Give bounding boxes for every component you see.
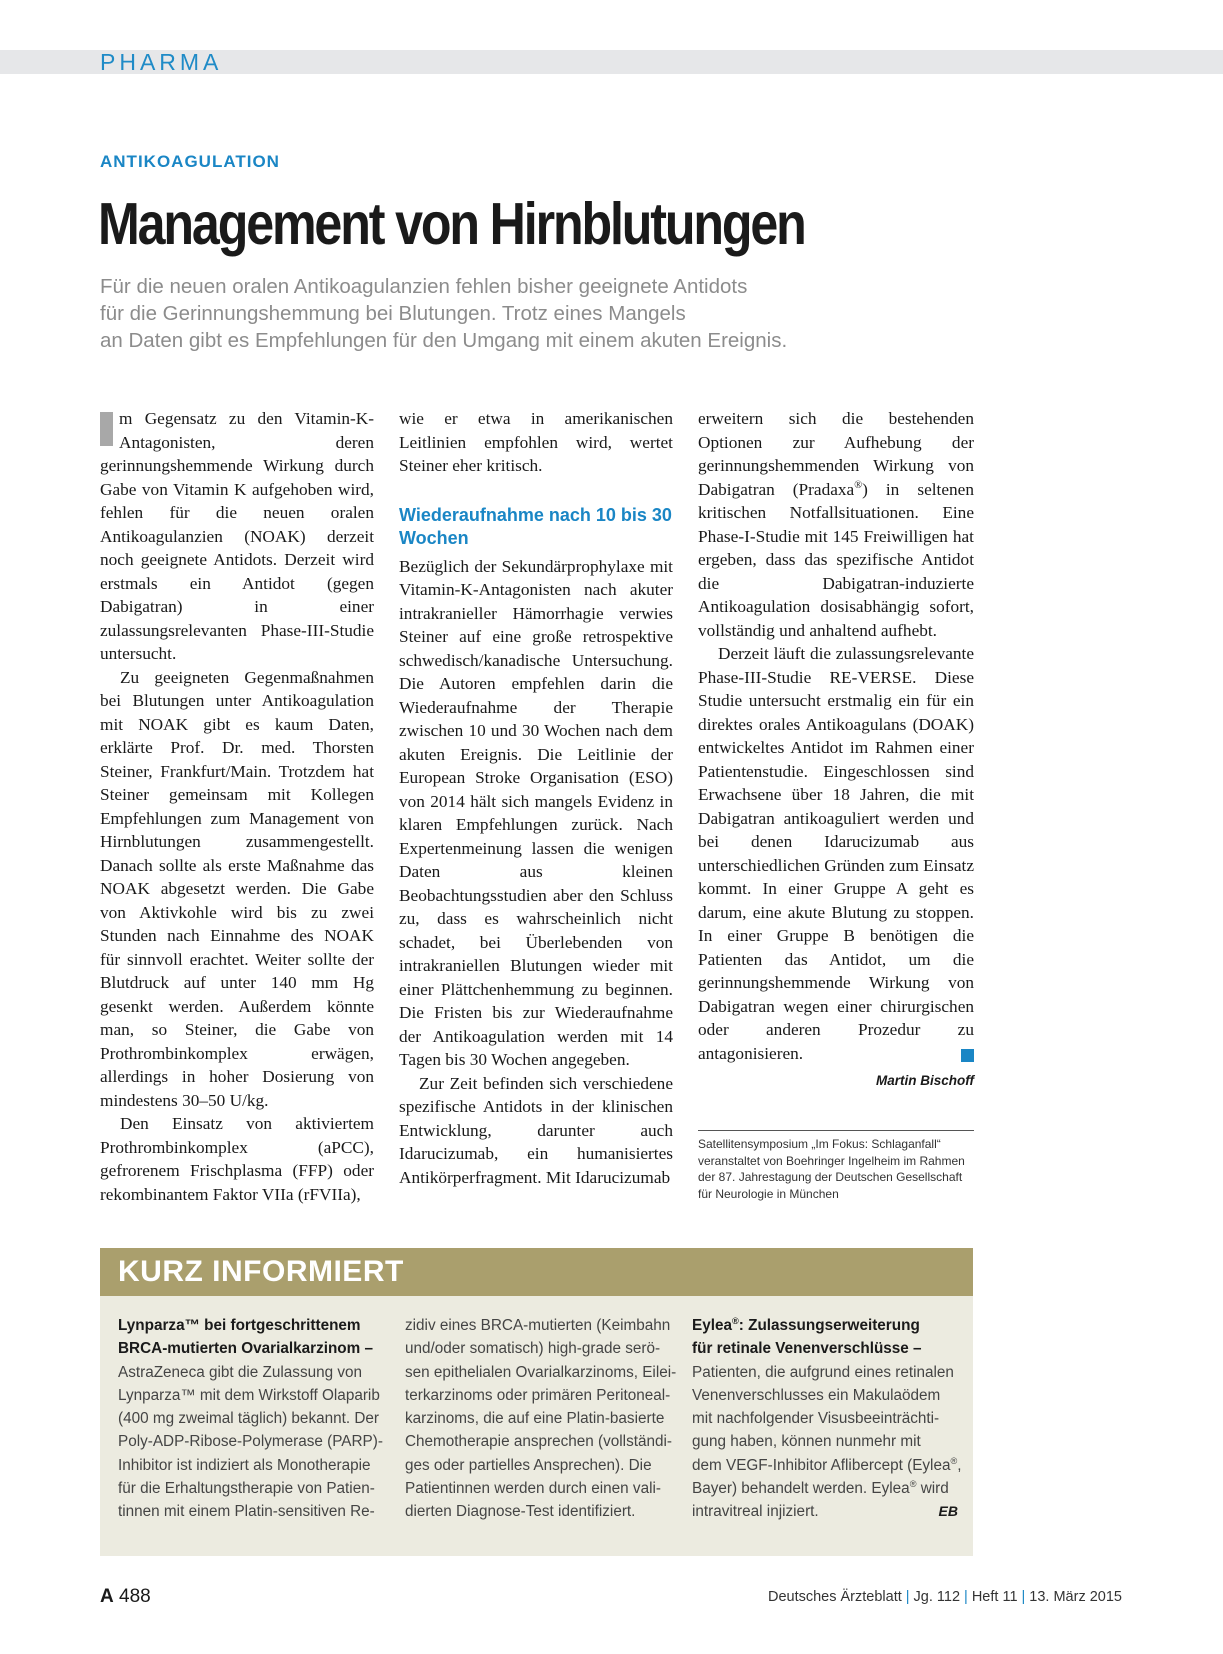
article-paragraph: m Gegensatz zu den Vitamin-K-Antagonisten, deren gerinnungshemmende Wirkung durch Gabe von Vitamin K aufgehoben wird, fehlen für die neuen oralen Antikoagulanzien (NOAK) derzeit noch geeignete Antidots. Derzeit wird erstmals ein Antidot (gegen Dabigatran) in einer zulassungsrelevanten Phase-III-Studie untersucht. <box>100 409 374 663</box>
kurz-text-line: zidiv eines BRCA-mutierten (Keimbahn <box>405 1317 671 1334</box>
kurz-text-line: ges oder partielles Ansprechen). Die <box>405 1456 652 1474</box>
kurz-text-line: tinnen mit einem Platin-sensitiven Re- <box>118 1503 375 1521</box>
kurz-text-line: Inhibitor ist indiziert als Monotherapie <box>118 1456 371 1474</box>
kurz-text-line: Chemotherapie ansprechen (vollständi- <box>405 1433 672 1451</box>
article-paragraph: Derzeit läuft die zulassungsrelevante Phase-III-Studie RE-VERSE. Diese Studie untersucht erstmalig ein für ein direktes orales Antikoagulans (DOAK) entwickeltes Antidot im Rahmen einer Patientenstudie. Eingeschlossen sind Erwachsene über 18 Jahren, die mit Dabigatran antikoaguliert werden und bei denen Idarucizumab aus unterschiedlichen Gründen zum Einsatz kommt. In einer Gruppe A geht es darum, eine akute Blutung zu stoppen. In einer Gruppe B benötigen die Patienten das Antidot, um die gerinnungshemmende Wirkung von Dabigatran wegen einer chirurgischen oder anderen Prozedur zu antagonisieren. <box>698 644 974 1063</box>
article-column-1 <box>100 407 374 1206</box>
source-divider <box>698 1130 974 1131</box>
kurz-column-3 <box>692 1314 962 1524</box>
kurz-heading-line: BRCA-mutierten Ovarialkarzinom – <box>118 1340 374 1358</box>
issue-date: 13. März 2015 <box>1029 1589 1122 1605</box>
journal-name: Deutsches Ärzteblatt <box>767 1589 902 1605</box>
separator: | <box>964 1589 968 1605</box>
end-marker-icon <box>961 1049 974 1062</box>
kurz-heading-line: Eylea®: Zulassungserweiterung <box>692 1315 920 1334</box>
kurz-heading-line: für retinale Venenverschlüsse – <box>692 1340 922 1358</box>
article-paragraph: erweitern sich die bestehenden Optionen zur Aufhebung der gerinnungshemmenden Wirkung von Dabigatran (Pradaxa®) in seltenen kritischen Notfallsituationen. Eine Phase-I-Studie mit 145 Freiwilligen hat ergeben, dass das spezifische Antidot die Dabigatran-induzierte Antikoagulation dosisabhängig sofort, vollständig und anhaltend aufhebt. <box>698 409 974 640</box>
section-label: PHARMA <box>100 49 223 75</box>
article-author: Martin Bischoff <box>875 1073 974 1088</box>
article-lead <box>100 273 920 354</box>
kurz-text-line: mit nachfolgender Visusbeeinträchti- <box>692 1410 940 1428</box>
lead-line: an Daten gibt es Empfehlungen für den Umgang mit einem akuten Ereignis. <box>100 329 788 352</box>
kurz-text-line: Patientinnen werden durch einen vali- <box>405 1480 661 1498</box>
kurz-text-line: dierten Diagnose-Test identifiziert. <box>405 1503 636 1521</box>
separator: | <box>1021 1589 1026 1605</box>
article-paragraph: Den Einsatz von aktiviertem Prothrombinkomplex (aPCC), gefrorenem Frischplasma (FFP) oder rekombinantem Faktor VIIa (rFVIIa), <box>100 1114 374 1204</box>
kurz-text-line: und/oder somatisch) high-grade serö- <box>405 1340 661 1358</box>
kurz-column-2 <box>405 1314 680 1524</box>
article-paragraph: Bezüglich der Sekundärprophylaxe mit Vitamin-K-Antagonisten nach akuter intrakranieller Hämorrhagie verwies Steiner auf eine große retrospektive schwedisch/kanadische Untersuchung. Die Autoren empfehlen darin die Wiederaufnahme der Therapie zwischen 10 und 30 Wochen nach dem akuten Ereignis. Die Leitlinie der European Stroke Organisation (ESO) von 2014 hält sich mangels Evidenz in klaren Empfehlungen zurück. Nach Expertenmeinung lassen die wenigen Daten aus kleinen Beobachtungsstudien aber den Schluss zu, dass es wahrscheinlich nicht schadet, bei Überlebenden von intrakraniellen Blutungen wieder mit einer Plättchenhemmung zu beginnen. Die Fristen bis zur Wiederaufnahme der Antikoagulation werden mit 14 Tagen bis 30 Wochen angegeben. <box>399 556 673 1069</box>
kurz-text-line: Venenverschlusses ein Makulaödem <box>692 1386 941 1404</box>
lead-line: für die Gerinnungshemmung bei Blutungen. Trotz eines Mangels <box>100 302 686 325</box>
kurz-text-line: Poly-ADP-Ribose-Polymerase (PARP)- <box>118 1433 383 1451</box>
article-kicker: ANTIKOAGULATION <box>100 152 280 171</box>
kurz-text-line: gung haben, können nunmehr mit <box>692 1433 921 1451</box>
article-paragraph: Zur Zeit befinden sich verschiedene spezifische Antidots in der klinischen Entwicklung, darunter auch Idarucizumab, ein humanisiertes Antikörperfragment. Mit Idarucizumab <box>399 1073 673 1187</box>
kurz-heading-line: Lynparza™ bei fortgeschrittenem <box>118 1317 361 1334</box>
page-number: A 488 <box>100 1586 151 1607</box>
lead-line: Für die neuen oralen Antikoagulanzien fehlen bisher geeignete Antidots <box>100 275 748 298</box>
kurz-text-line: sen epithelialen Ovarialkarzinoms, Eilei- <box>405 1363 677 1381</box>
kurz-text-line: Bayer) behandelt werden. Eylea® wird <box>692 1478 949 1498</box>
kurz-text-line: karzinoms, die auf eine Platin-basierte <box>405 1410 665 1428</box>
journal-volume: Jg. 112 <box>913 1589 961 1605</box>
kurz-text-line: Patienten, die aufgrund eines retinalen <box>692 1363 954 1381</box>
kurz-column-1 <box>118 1314 388 1524</box>
kurz-text-line: terkarzinoms oder primären Peritoneal- <box>405 1386 671 1404</box>
kurz-informiert-title: KURZ INFORMIERT <box>118 1255 404 1288</box>
kurz-text-line: (400 mg zweimal täglich) bekannt. Der <box>118 1410 380 1428</box>
kurz-text-line: für die Erhaltungstherapie von Patien- <box>118 1480 375 1498</box>
separator: | <box>905 1589 910 1605</box>
kurz-initials: EB <box>938 1503 958 1520</box>
article-paragraph: Zu geeigneten Gegenmaßnahmen bei Blutungen unter Antikoagulation mit NOAK gibt es kaum Daten, erklärte Prof. Dr. med. Thorsten Steiner, Frankfurt/Main. Trotzdem hat Steiner gemeinsam mit Kollegen Empfehlungen zum Management von Hirnblutungen zusammengestellt. Danach sollte als erste Maßnahme das NOAK abgesetzt werden. Die Gabe von Aktivkohle wird bis zu zwei Stunden nach Einnahme des NOAK für sinnvoll erachtet. Weiter sollte der Blutdruck auf unter 140 mm Hg gesenkt werden. Außerdem könnte man, so Steiner, die Gabe von Prothrombinkomplex erwägen, allerdings in hoher Dosierung von mindestens 30–50 U/kg. <box>100 667 374 1110</box>
article-paragraph: wie er etwa in amerikanischen Leitlinien empfohlen wird, wertet Steiner eher kritisch. <box>399 409 673 475</box>
article-column-3 <box>698 407 974 1093</box>
kurz-text-line: dem VEGF-Inhibitor Aflibercept (Eylea®, <box>692 1455 962 1474</box>
kurz-text-line: intravitreal injiziert. EB <box>692 1500 962 1523</box>
article-subheading: Wiederaufnahme nach 10 bis 30 Wochen <box>399 504 672 548</box>
article-column-2 <box>399 407 673 1189</box>
journal-issue: Heft 11 <box>971 1589 1018 1605</box>
kurz-text-line: Lynparza™ mit dem Wirkstoff Olaparib <box>118 1386 380 1404</box>
source-note: Satellitensymposium „Im Fokus: Schlaganfall“ veranstaltet von Boehringer Ingelheim im Rahmen der 87. Jahrestagung der Deutschen Gesellschaft für Neurologie in München <box>698 1137 965 1201</box>
footer-meta <box>768 1589 1122 1605</box>
kurz-text-line: AstraZeneca gibt die Zulassung von <box>118 1363 363 1381</box>
article-headline: Management von Hirnblutungen <box>98 191 805 257</box>
drop-cap <box>100 412 113 446</box>
